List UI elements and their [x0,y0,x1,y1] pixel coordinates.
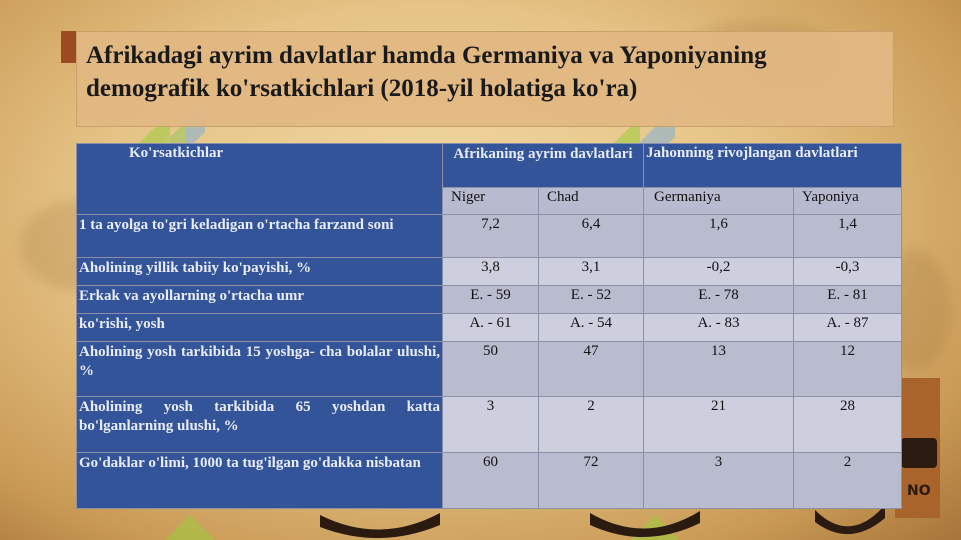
table-row [77,258,902,286]
cell-value: 12 [794,342,902,397]
row-label: Erkak va ayollarning o'rtacha umr [77,286,443,314]
cell-value: A. - 87 [794,314,902,342]
cell-value: 60 [443,453,539,509]
decorative-brush-icon [320,505,440,540]
cell-value: -0,3 [794,258,902,286]
cell-value: 3,8 [443,258,539,286]
cell-value: 47 [539,342,644,397]
cell-value: 13 [644,342,794,397]
row-label: Aholining yosh tarkibida 15 yoshga- cha bolalar ulushi, % [77,342,443,397]
title-box [76,31,894,127]
row-label: Aholining yosh tarkibida 65 yoshdan katta bo'lganlarning ulushi, % [77,397,443,453]
table-row [77,342,902,397]
header-developed-group: Jahonning rivojlangan davlatlari [644,144,902,188]
row-label: Aholining yillik tabiiy ko'payishi, % [77,258,443,286]
cell-value: 2 [539,397,644,453]
header-country: Chad [539,188,644,215]
cell-value: E. - 52 [539,286,644,314]
row-label: 1 ta ayolga to'gri keladigan o'rtacha farzand soni [77,215,443,258]
cell-value: A. - 61 [443,314,539,342]
cell-value: 6,4 [539,215,644,258]
decorative-brush-icon [590,505,700,540]
cell-value: 7,2 [443,215,539,258]
slide-title: Afrikadagi ayrim davlatlar hamda Germaniya va Yaponiyaning demografik ko'rsatkichlari (2018-yil holatiga ko'ra) [86,42,767,102]
cell-value: -0,2 [644,258,794,286]
cell-value: 50 [443,342,539,397]
cell-value: 72 [539,453,644,509]
cell-value: 28 [794,397,902,453]
cell-value: E. - 59 [443,286,539,314]
table-row [77,286,902,314]
header-africa-group: Afrikaning ayrim davlatlari [443,144,644,188]
header-country: Yaponiya [794,188,902,215]
cell-value: 1,6 [644,215,794,258]
row-label: ko'rishi, yosh [77,314,443,342]
header-country: Niger [443,188,539,215]
cell-value: 3 [443,397,539,453]
cell-value: A. - 83 [644,314,794,342]
svg-text:NO: NO [907,483,931,499]
table-row [77,314,902,342]
table-row [77,397,902,453]
cell-value: 2 [794,453,902,509]
demographic-table [76,143,902,509]
cell-value: E. - 81 [794,286,902,314]
row-label: Go'daklar o'limi, 1000 ta tug'ilgan go'dakka nisbatan [77,453,443,509]
cell-value: E. - 78 [644,286,794,314]
header-country: Germaniya [644,188,794,215]
title-accent-bar [61,31,77,63]
watermark-leaf-icon [160,510,220,540]
header-indicator: Ko'rsatkichlar [77,144,443,215]
table-row [77,453,902,509]
cell-value: 3,1 [539,258,644,286]
cell-value: 21 [644,397,794,453]
cell-value: 3 [644,453,794,509]
table-row [77,215,902,258]
table-header-row [77,144,902,188]
cell-value: 1,4 [794,215,902,258]
cell-value: A. - 54 [539,314,644,342]
